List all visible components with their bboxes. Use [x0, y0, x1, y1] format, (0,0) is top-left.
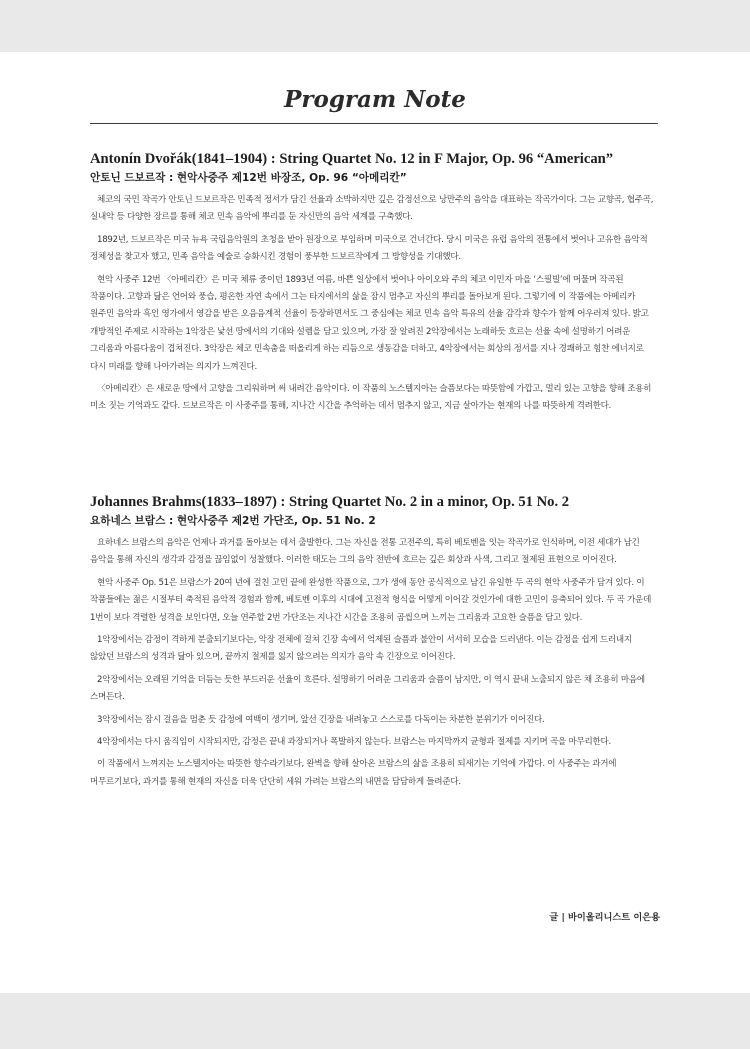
page-title: Program Note: [284, 86, 466, 113]
work-subtitle: 안토닌 드보르작 : 현악사중주 제12번 바장조, Op. 96 “아메리칸”: [90, 172, 407, 184]
title-rule: [90, 123, 658, 124]
paragraph: 〈아메리칸〉은 새로운 땅에서 고향을 그리워하며 써 내려간 음악이다. 이 작품의 노스텔지아는 슬픔보다는 따뜻함에 가깝고, 멀리 있는 고향을 향해 조용히 미소 짓는 기억과도 같다. 드보르작은 이 사중주를 통해, 지나간 시간을 추억하는 데서 멈추지 않고, 지금 살아가는 현재의 나를 따뜻하게 격려한다.: [90, 384, 652, 412]
paragraph: 현악 사중주 12번 〈아메리칸〉은 미국 체류 중이던 1893년 여름, 바쁜 일상에서 벗어나 아이오와 주의 체코 이민자 마을 ‘스필빌’에 머물며 작곡된 작품이다. 고향과 닮은 언어와 풍습, 평온한 자연 속에서 그는 타지에서의 삶을 잠시 멈추고 자신의 뿌리를 돌아보게 된다. 그렇기에 이 작품에는 아메리카 원주민 음악과 흑인 영가에서 영감을 받은 오음음계적 선율이 등장하면서도 그 중심에는 체코 민속 음악 특유의 선율 감각과 향수가 함께 어우러져 있다. 밝고 개방적인 주제로 시작하는 1악장은 낯선 땅에서의 기대와 설렘을 담고 있으며, 가장 잘 알려진 2악장에서는 노래하듯 흐르는 선율 속에 설명하기 어려운 그리움과 아름다움이 겹쳐진다. 3악장은 체코 민속춤을 떠올리게 하는 리듬으로 생동감을 더하고, 4악장에서는 회상의 정서를 지나 경쾌하고 힘찬 에너지로 다시 미래를 향해 나아가려는 의지가 느껴진다.: [90, 274, 649, 372]
work-subtitle: 요하네스 브람스 : 현악사중주 제2번 가단조, Op. 51 No. 2: [90, 515, 376, 527]
author-credit: 글 | 바이올리니스트 이은용: [549, 912, 660, 923]
paragraph: 이 작품에서 느껴지는 노스텔지아는 따뜻한 향수라기보다, 완벽을 향해 살아온 브람스의 삶을 조용히 되새기는 기억에 가깝다. 이 사중주는 과거에 머무르기보다, 과거를 통해 현재의 자신을 더욱 단단히 세워 가려는 브람스의 내면을 담담하게 들려준다.: [90, 759, 617, 787]
paragraph: 4악장에서는 다시 움직임이 시작되지만, 감정은 끝내 과장되거나 폭발하지 않는다. 브람스는 마지막까지 균형과 절제를 지키며 곡을 마무리한다.: [97, 737, 611, 748]
paragraph: 2악장에서는 오래된 기억을 더듬는 듯한 부드러운 선율이 흐른다. 설명하기 어려운 그리움과 슬픔이 남지만, 이 역시 끝내 노출되지 않은 채 조용히 마음에 스며든다.: [90, 674, 645, 703]
paragraph: 1악장에서는 감정이 격하게 분출되기보다는, 악장 전체에 걸쳐 긴장 속에서 억제된 슬픔과 불안이 서서히 모습을 드러낸다. 이는 감정을 쉽게 드러내지 않았던 브람스의 성격과 닮아 있으며, 끝까지 절제를 잃지 않으려는 의지가 음악 속 긴장으로 이어진다.: [90, 635, 632, 663]
paragraph: 현악 사중주 Op. 51은 브람스가 20여 년에 걸친 고민 끝에 완성한 작품으로, 그가 생애 동안 공식적으로 남긴 유일한 두 곡의 현악 사중주가 담겨 있다. 이 작품들에는 젊은 시절부터 축적된 음악적 경험과 함께, 베토벤 이후의 시대에 고전적 형식을 어떻게 이어갈 것인가에 대한 고민이 응축되어 있다. 두 곡 가운데 1번이 보다 격렬한 성격을 보인다면, 오늘 연주할 2번 가단조는 지나간 시간을 조용히 곱씹으며 느끼는 그리움과 고요한 슬픔을 담고 있다.: [90, 577, 652, 623]
section-dvorak: [90, 150, 658, 421]
paragraph: 3악장에서는 잠시 걸음을 멈춘 듯 감정에 여백이 생기며, 앞선 긴장을 내려놓고 스스로를 다독이는 차분한 분위기가 이어진다.: [97, 714, 545, 725]
paragraph: 요하네스 브람스의 음악은 언제나 과거를 돌아보는 데서 출발한다. 그는 자신을 전통 고전주의, 특히 베토벤을 잇는 작곡가로 인식하며, 이전 세대가 남긴 음악을 통해 자신의 생각과 감정을 끊임없이 성찰했다. 이러한 태도는 그의 음악 전반에 흐르는 깊은 회상과 사색, 그리고 절제된 표현으로 이어진다.: [90, 538, 640, 566]
paragraph: 1892년, 드보르작은 미국 뉴욕 국립음악원의 초청을 받아 원장으로 부임하며 미국으로 건너간다. 당시 미국은 유럽 음악의 전통에서 벗어나 고유한 음악적 정체성을 찾고자 했고, 민족 음악을 예술로 승화시킨 경험이 풍부한 드보르작에게 그 방향성을 기대했다.: [90, 234, 648, 263]
work-title: Antonín Dvořák(1841–1904) : String Quartet No. 12 in F Major, Op. 96 “American”: [90, 151, 614, 167]
paragraph: 체코의 국민 작곡가 안토닌 드보르작은 민족적 정서가 담긴 선율과 소박하지만 깊은 감정선으로 낭만주의 음악을 대표하는 작곡가이다. 그는 교향곡, 협주곡, 실내악 등 다양한 장르를 통해 체코 민속 음악에 뿌리를 둔 자신만의 음악 세계를 구축했다.: [90, 195, 654, 223]
program-note-page: [0, 52, 750, 993]
work-title: Johannes Brahms(1833–1897) : String Quartet No. 2 in a minor, Op. 51 No. 2: [90, 494, 570, 510]
section-brahms: [90, 493, 658, 796]
